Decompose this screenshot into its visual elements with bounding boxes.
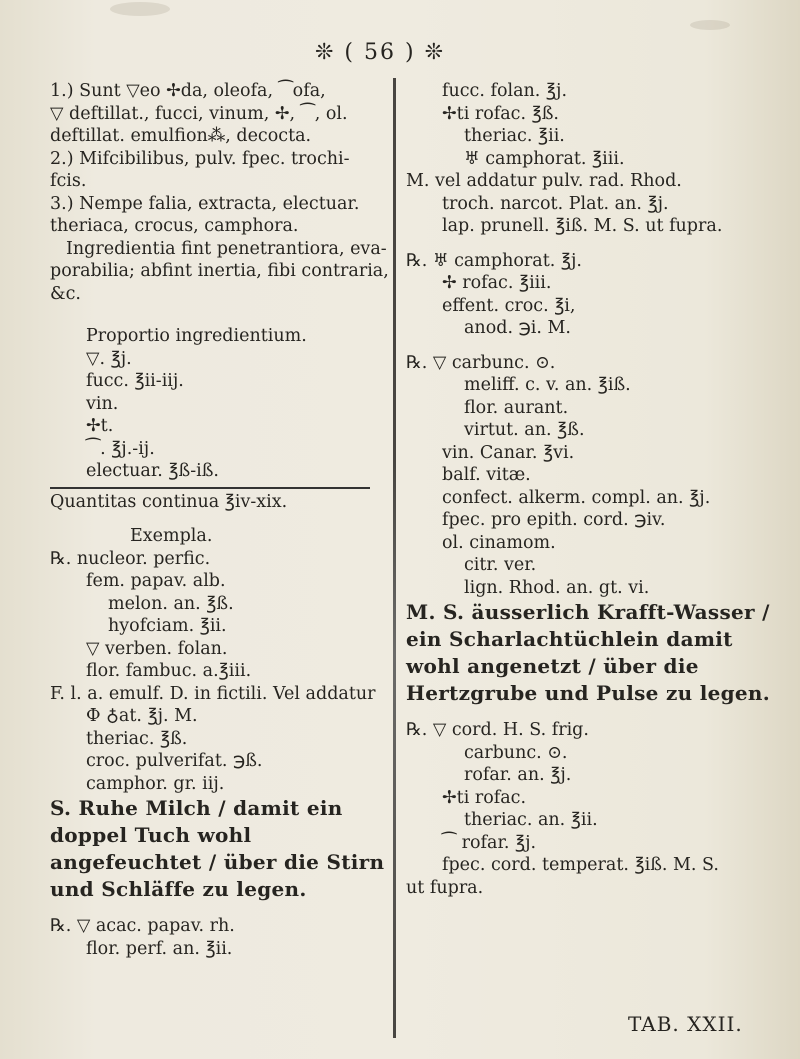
text-line: carbunc. ⊙. — [464, 742, 568, 763]
page-header: ❊ ( 56 ) ❊ — [315, 40, 445, 65]
text-line: ▽. ℥j. — [86, 348, 132, 369]
text-line: ✢ti rofac. — [442, 787, 527, 808]
spacer — [50, 305, 386, 325]
text-line: Ф ♁at. ℥j. M. — [86, 706, 198, 726]
text-line: croc. pulverifat. ℈ß. — [86, 751, 263, 771]
text-line: rofar. an. ℥j. — [464, 765, 572, 785]
text-line: virtut. an. ℥ß. — [464, 420, 585, 440]
separator-rule — [50, 487, 370, 489]
text-line: citr. ver. — [464, 555, 537, 575]
spacer — [406, 707, 778, 719]
text-line: vin. Canar. ℥vi. — [442, 442, 575, 463]
text-line: theriac. ℥ii. — [464, 126, 565, 146]
text-line: &c. — [50, 283, 81, 304]
text-line: deftillat. emulfion⁂, decocta. — [50, 126, 312, 146]
spacer — [50, 513, 386, 525]
text-line: ℞. ▽ cord. H. S. frig. — [406, 720, 589, 740]
text-line: fem. papav. alb. — [86, 571, 226, 591]
text-line: ol. cinamom. — [442, 532, 556, 553]
text-line: vin. — [86, 393, 119, 414]
text-line: fucc. ℥ii-iij. — [86, 371, 184, 391]
text-line: flor. fambuc. a.℥iii. — [86, 661, 252, 681]
text-line: effent. croc. ℥i, — [442, 295, 576, 316]
text-line: fcis. — [50, 171, 87, 191]
text-line: M. vel addatur pulv. rad. Rhod. — [406, 171, 682, 191]
fraktur-instruction: S. Ruhe Milch / damit ein doppel Tuch wohl angefeuchtet / über die Stirn und Schläffe zu legen. — [50, 796, 385, 901]
fraktur-instruction: M. S. äusserlich Krafft-Wasser / ein Scharlachtüchlein damit wohl angenetzt / über die Hertzgrube und Pulse zu legen. — [406, 600, 771, 705]
paper-stain — [110, 2, 170, 16]
right-column — [406, 80, 778, 899]
text-line: Ingredientia fint penetrantiora, eva- — [66, 238, 387, 259]
text-line: ♅ camphorat. ℥iii. — [464, 148, 625, 169]
text-line: fucc. folan. ℥j. — [442, 81, 568, 101]
text-line: hyofciam. ℥ii. — [108, 616, 227, 636]
column-divider — [393, 78, 396, 1038]
text-line: meliff. c. v. an. ℥iß. — [464, 375, 631, 395]
text-line: camphor. gr. iij. — [86, 773, 225, 794]
text-line: ut fupra. — [406, 877, 484, 898]
text-line: ⁀ rofar. ℥j. — [442, 832, 537, 853]
text-line: Quantitas continua ℥iv-xix. — [50, 491, 288, 512]
text-line: theriaca, crocus, camphora. — [50, 216, 299, 236]
spacer — [406, 340, 778, 352]
text-line: ▽ verben. folan. — [86, 638, 228, 659]
text-line: flor. perf. an. ℥ii. — [86, 938, 233, 959]
catchword: TAB. XXII. — [628, 1012, 743, 1036]
left-column — [50, 80, 389, 960]
text-line: flor. aurant. — [464, 397, 569, 418]
text-line: lap. prunell. ℥iß. M. S. ut fupra. — [442, 216, 723, 236]
text-line: ✢ti rofac. ℥ß. — [442, 103, 559, 124]
text-line: fpec. cord. temperat. ℥iß. M. S. — [442, 855, 719, 875]
text-line: 3.) Nempe falia, extracta, electuar. — [50, 193, 360, 214]
text-line: balf. vitæ. — [442, 465, 531, 485]
text-line: ℞. ▽ carbunc. ⊙. — [406, 352, 556, 373]
text-line: porabilia; abfint inertia, fibi contraria, — [50, 261, 389, 281]
spacer — [50, 903, 386, 915]
text-line: fpec. pro epith. cord. ℈iv. — [442, 510, 666, 530]
text-line: melon. an. ℥ß. — [108, 593, 234, 614]
text-line: ⁀. ℥j.-ij. — [86, 438, 155, 459]
spacer — [406, 238, 778, 250]
text-line: theriac. an. ℥ii. — [464, 810, 598, 830]
text-line: ℞. nucleor. perfic. — [50, 548, 211, 569]
text-line: ℞. ♅ camphorat. ℥j. — [406, 250, 582, 271]
text-line: ✢ rofac. ℥iii. — [442, 273, 552, 293]
text-line: ℞. ▽ acac. papav. rh. — [50, 916, 235, 936]
text-line: lign. Rhod. an. gt. vi. — [464, 577, 650, 598]
paper-stain — [690, 20, 730, 30]
text-line: Proportio ingredientium. — [86, 326, 307, 346]
text-line: troch. narcot. Plat. an. ℥j. — [442, 193, 669, 214]
text-line: theriac. ℥ß. — [86, 728, 188, 749]
text-line: electuar. ℥ß-iß. — [86, 461, 219, 481]
text-line: 2.) Mifcibilibus, pulv. fpec. trochi- — [50, 148, 350, 169]
text-line: F. l. a. emulf. D. in fictili. Vel addatur — [50, 683, 376, 704]
text-line: 1.) Sunt ▽eo ✢da, oleofa, ⁀ofa, — [50, 81, 326, 101]
text-line: Exempla. — [130, 526, 213, 546]
text-line: anod. ℈i. M. — [464, 318, 571, 338]
text-line: ▽ deftillat., fucci, vinum, ✢, ⁀, ol. — [50, 103, 348, 124]
text-line: ✢t. — [86, 416, 114, 436]
text-line: confect. alkerm. compl. an. ℥j. — [442, 487, 711, 508]
